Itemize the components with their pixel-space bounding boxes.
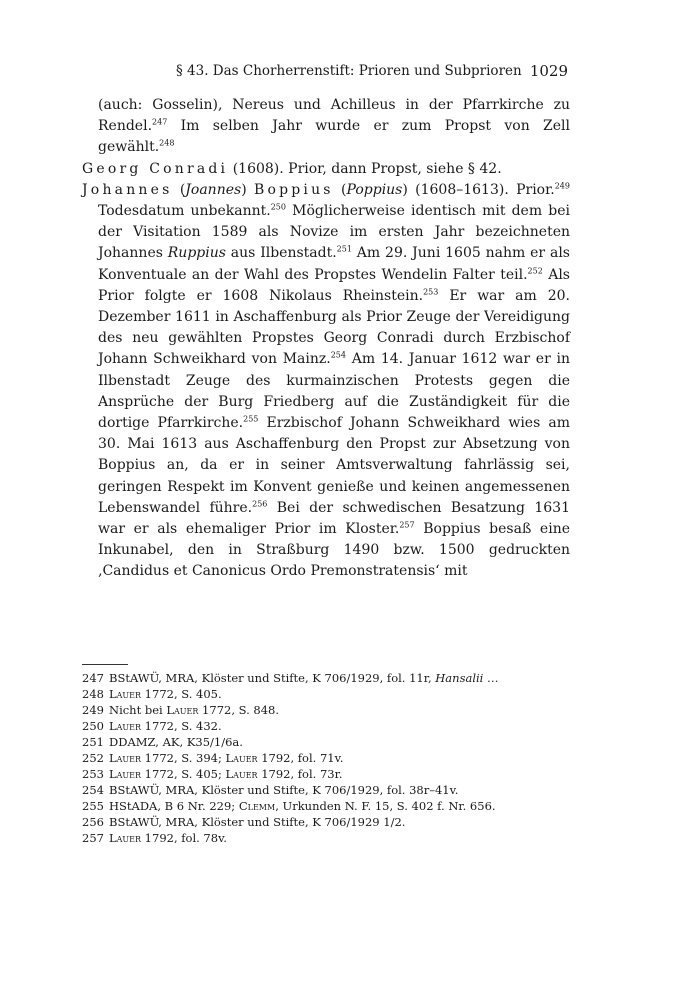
footnote-255 — [82, 798, 570, 814]
person-surname: Boppius — [253, 181, 334, 198]
name-variant: Ruppius — [167, 245, 226, 262]
footnote-256 — [82, 814, 570, 830]
footnotes — [82, 670, 570, 846]
footnote-ref[interactable]: 253 — [423, 287, 439, 297]
text-run: (auch: Gosselin), Nereus und Achilleus in der Pfarrkirche zu Rendel. — [98, 97, 570, 135]
footnote-number: 248 — [82, 687, 104, 701]
text-run: (1608). Prior, dann Propst, siehe § 42. — [228, 160, 502, 177]
footnote-ref[interactable]: 252 — [527, 265, 543, 275]
footnote-ref[interactable]: 256 — [252, 499, 268, 509]
main-text — [82, 95, 570, 583]
footnote-text: Nicht bei — [109, 703, 167, 717]
footnote-text: 1772, S. 432. — [141, 719, 222, 733]
footnote-separator — [82, 664, 128, 665]
text-run: Am 29. Juni 1605 nahm er als Konventuale an der Wahl des Propstes Wendelin Falter teil. — [98, 245, 570, 283]
footnote-number: 247 — [82, 671, 104, 685]
footnote-italic: Hansalii … — [435, 671, 499, 685]
footnote-ref[interactable]: 248 — [159, 138, 175, 148]
text-run: (1608–1613). Prior. — [407, 181, 555, 198]
footnote-253 — [82, 766, 570, 782]
footnote-252 — [82, 750, 570, 766]
footnote-text: BStAWÜ, MRA, Klöster und Stifte, K 706/1929, fol. 38r–41v. — [109, 783, 459, 797]
footnote-number: 252 — [82, 751, 104, 765]
entry-georg-conradi — [82, 159, 570, 180]
person-name: Georg Conradi — [82, 160, 229, 177]
name-variant: Poppius — [346, 181, 403, 198]
footnote-ref[interactable]: 249 — [554, 181, 570, 191]
author-name: Lauer — [225, 767, 258, 781]
footnote-number: 256 — [82, 815, 104, 829]
footnote-number: 257 — [82, 831, 104, 845]
footnote-text: 1772, S. 405; — [141, 767, 226, 781]
footnote-ref[interactable]: 247 — [152, 117, 168, 127]
footnote-ref[interactable]: 257 — [399, 520, 415, 530]
text-run: Boppius besaß eine Inkunabel, den in Straßburg 1490 bzw. 1500 gedruckten ‚Candidus et Canonicus Ordo Premonstratensis‘ mit — [98, 521, 570, 580]
footnote-text: BStAWÜ, MRA, Klöster und Stifte, K 706/1929, fol. 11r, — [109, 671, 436, 685]
footnote-257 — [82, 830, 570, 846]
footnote-247 — [82, 670, 570, 686]
footnote-ref[interactable]: 251 — [336, 244, 352, 254]
footnote-text: 1792, fol. 73r. — [257, 767, 343, 781]
footnote-ref[interactable]: 250 — [270, 202, 286, 212]
text-run: Als Prior folgte er 1608 Nikolaus Rheinstein. — [98, 266, 570, 304]
footnote-text: 1792, fol. 71v. — [257, 751, 344, 765]
author-name: Lauer — [225, 751, 258, 765]
text-run: Todesdatum unbekannt. — [98, 203, 271, 220]
footnote-number: 250 — [82, 719, 104, 733]
person-name: Johannes — [82, 181, 173, 198]
text-run: Bei der schwedischen Besatzung 1631 war er als ehemaliger Prior im Kloster. — [98, 499, 570, 538]
footnote-text: DDAMZ, AK, K35/1/6a. — [109, 735, 243, 749]
footnote-ref[interactable]: 255 — [243, 414, 259, 424]
footnote-ref[interactable]: 254 — [330, 350, 346, 360]
footnote-text: BStAWÜ, MRA, Klöster und Stifte, K 706/1929 1/2. — [109, 815, 406, 829]
text-run: Am 14. Januar 1612 war er in Ilbenstadt Zeuge des kurmainzischen Protests gegen die Ansprüche der Burg Friedberg auf die Zuständigkeit für die dortige Pfarrkirche. — [98, 351, 570, 432]
name-variant: Joannes — [185, 181, 242, 198]
text-run: Er war am 20. Dezember 1611 in Aschaffenburg als Prior Zeuge der Vereidigung des neu gewählten Propstes Georg Conradi durch Erzbischof Johann Schweikhard von Mainz. — [98, 287, 571, 368]
footnote-254 — [82, 782, 570, 798]
text-run: Erzbischof Johann Schweikhard wies am 30. Mai 1613 aus Aschaffenburg den Propst zur Absetzung von Boppius an, da er in seiner Amtsverwaltung fahrlässig sei, geringen Respekt im Konvent genieße und keinen angemessenen Lebenswandel führe. — [98, 415, 570, 516]
footnote-text: 1772, S. 394; — [141, 751, 226, 765]
entry-johannes-boppius: Johannes (Joannes) Boppius (Poppius) (1608–1613). Prior.$^{249}$ Todesdatum unbekannt.$^{250}$ Möglicherweise identisch mit dem bei der Visitation 1589 als Novize im ersten Jahr bezeichneten Johannes Ruppius aus Ilbenstadt.$^{251}$ Am 29. Juni 1605 nahm er als Konventuale an der Wahl des Propstes Wendelin Falter teil.$^{252}$ Als Prior folgte er 1608 Nikolaus Rheinstein.$^{253}$ Er war am 20. Dezember 1611 in Aschaffenburg als Prior Zeuge der Vereidigung des neu gewählten Propstes Georg Conradi durch Erzbischof Johann Schweikhard von Mainz.$^{254}$ Am 14. Januar 1612 war er in Ilbenstadt Zeuge des kurmainzischen Protests gegen die Ansprüche der Burg Friedberg auf die Zuständigkeit für die dortige Pfarrkirche.$^{255}$ Erzbischof Johann Schweikhard wies am 30. Mai 1613 aus Aschaffenburg den Propst zur Absetzung von Boppius an, da er in seiner Amtsverwaltung fahrlässig sei, geringen Respekt im Konvent genieße und keinen angemessenen Lebenswandel führe.$^{256}$ Bei der schwedischen Besatzung 1631 war er als ehemaliger Prior im Kloster.$^{257}$ Boppius besaß eine Inkunabel, den in Straßburg 1490 bzw. 1500 gedruckten ‚Candidus et Canonicus Ordo Premonstratensis‘ mit — [82, 181, 571, 580]
author-name: Lauer — [109, 767, 142, 781]
footnote-number: 251 — [82, 735, 104, 749]
footnote-248 — [82, 686, 570, 702]
page-number: 1029 — [529, 62, 568, 80]
footnote-249 — [82, 702, 570, 718]
footnote-text: 1772, S. 848. — [198, 703, 280, 717]
footnote-number: 253 — [82, 767, 104, 781]
footnote-number: 255 — [82, 799, 104, 813]
footnote-number: 254 — [82, 783, 104, 797]
footnote-text: , Urkunden N. F. 15, S. 402 f. Nr. 656. — [275, 799, 496, 813]
footnote-250 — [82, 718, 570, 734]
author-name: Lauer — [166, 703, 199, 717]
text-run: Im selben Jahr wurde er zum Propst von Zell gewählt. — [98, 118, 570, 156]
author-name: Lauer — [109, 719, 142, 733]
footnote-text: HStADA, B 6 Nr. 229; — [109, 799, 239, 813]
running-title: § 43. Das Chorherrenstift: Prioren und Subprioren — [176, 63, 522, 79]
author-name: Lauer — [109, 751, 142, 765]
footnote-251 — [82, 734, 570, 750]
author-name: Clemm — [238, 799, 276, 813]
author-name: Lauer — [109, 687, 142, 701]
text-run: aus Ilbenstadt. — [225, 245, 337, 262]
footnote-text: 1792, fol. 78v. — [141, 831, 227, 845]
footnote-number: 249 — [82, 703, 104, 717]
footnote-text: 1772, S. 405. — [141, 687, 222, 701]
text-run: Möglicherweise identisch mit dem bei der Visitation 1589 als Novize im ersten Jahr bezeichneten Johannes — [98, 203, 570, 262]
author-name: Lauer — [109, 831, 142, 845]
paragraph-continuation — [82, 95, 570, 159]
